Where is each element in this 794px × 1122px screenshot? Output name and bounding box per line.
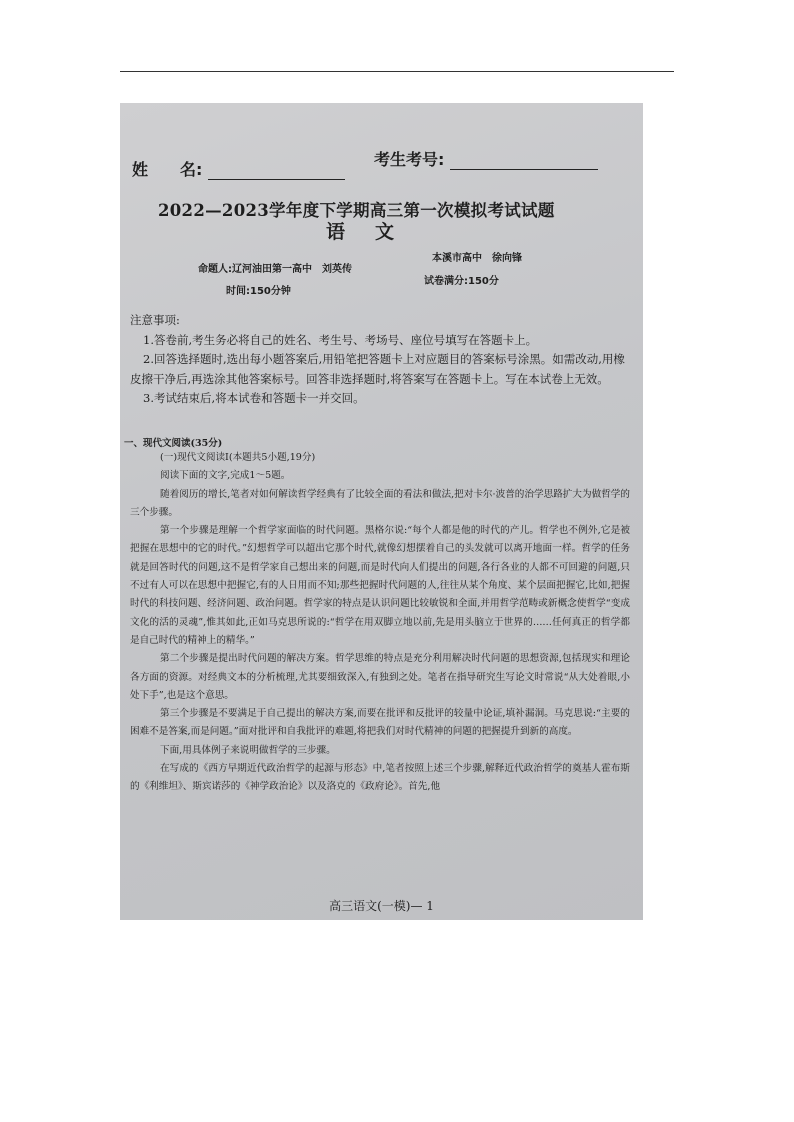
exam-paper-photo xyxy=(120,103,643,920)
subject-title: 语文 xyxy=(326,221,425,243)
exam-notes xyxy=(130,311,628,409)
passage-paragraph: 第三个步骤是不要满足于自己提出的解决方案,而要在批评和反批评的较量中论证,填补漏洞。马克思说:“主要的困难不是答案,而是问题。”面对批评和自我批评的难题,将把我们对时代精神的问题的把握提升到新的高度。 xyxy=(130,708,630,738)
setter-2: 本溪市高中 徐向锋 xyxy=(432,253,522,264)
passage-paragraph: 第一个步骤是理解一个哲学家面临的时代问题。黑格尔说:“每个人都是他的时代的产儿。哲学也不例外,它是被把握在思想中的它的时代。”幻想哲学可以超出它那个时代,就像幻想摆着自己的头发就可以离开地面一样。哲学的任务就是回答时代的问题,这不是哲学家自己想出来的问题,而是时代向人们提出的问题,各行各业的人都不可回避的问题,只不过有人可以在思想中把握它,有的人日用而不知;那些把握时代问题的人,往往从某个角度、某个层面把握它,比如,把握时代的科技问题、经济问题、政治问题。哲学家的特点是认识问题比较敏锐和全面,并用哲学范畴或新概念使哲学“变成文化的活的灵魂”,惟其如此,正如马克思所说的:“哲学在用双脚立地以前,先是用头脑立于世界的……任何真正的哲学都是自己时代的精神上的精华。” xyxy=(130,525,630,646)
name-field xyxy=(132,157,345,180)
setter-1: 命题人:辽河油田第一高中 刘英传 xyxy=(198,264,352,275)
passage-paragraph: 第二个步骤是提出时代问题的解决方案。哲学思维的特点是充分利用解决时代问题的思想资源,包括现实和理论各方面的资源。对经典文本的分析梳理,尤其要细致深入,有独到之处。笔者在指导研究生写论文时常说“从大处着眼,小处下手”,也是这个意思。 xyxy=(130,653,630,701)
note-item: 2.回答选择题时,选出每小题答案后,用铅笔把答题卡上对应题目的答案标号涂黑。如需改动,用橡皮擦干净后,再选涂其他答案标号。回答非选择题时,将答案写在答题卡上。写在本试卷上无效。 xyxy=(130,352,625,386)
note-item: 1.答卷前,考生务必将自己的姓名、考生号、考场号、座位号填写在答题卡上。 xyxy=(143,332,538,347)
note-item: 3.考试结束后,将本试卷和答题卡一并交回。 xyxy=(143,391,365,405)
full-score: 试卷满分:150分 xyxy=(424,276,499,287)
name-blank xyxy=(208,160,345,180)
instruction: 阅读下面的文字,完成1～5题。 xyxy=(160,470,291,482)
page-footer: 高三语文(一模)— 1 xyxy=(329,899,434,913)
section-title: 一、现代文阅读(35分) xyxy=(124,438,223,449)
passage-paragraph: 随着阅历的增长,笔者对如何解读哲学经典有了比较全面的看法和做法,把对卡尔·波普的治学思路扩大为做哲学的三个步骤。 xyxy=(130,488,630,518)
top-rule xyxy=(120,71,674,72)
exam-title: 2022—2023学年度下学期高三第一次模拟考试试题 xyxy=(158,201,555,220)
exam-time: 时间:150分钟 xyxy=(226,286,291,297)
exam-id-label: 考生考号: xyxy=(374,150,445,169)
exam-id-field xyxy=(374,147,598,170)
passage-paragraph: 在写成的《西方早期近代政治哲学的起源与形态》中,笔者按照上述三个步骤,解释近代政治哲学的奠基人霍布斯的《利维坦》、斯宾诺莎的《神学政治论》以及洛克的《政府论》。首先,他 xyxy=(130,763,630,793)
notes-heading: 注意事项: xyxy=(130,313,180,327)
name-label: 姓 名: xyxy=(132,160,203,179)
exam-id-blank xyxy=(450,150,598,170)
part-title: (一)现代文阅读Ⅰ(本题共5小题,19分) xyxy=(160,452,316,463)
passage-paragraph: 下面,用具体例子来说明做哲学的三步骤。 xyxy=(160,744,336,756)
reading-passage xyxy=(130,449,630,797)
